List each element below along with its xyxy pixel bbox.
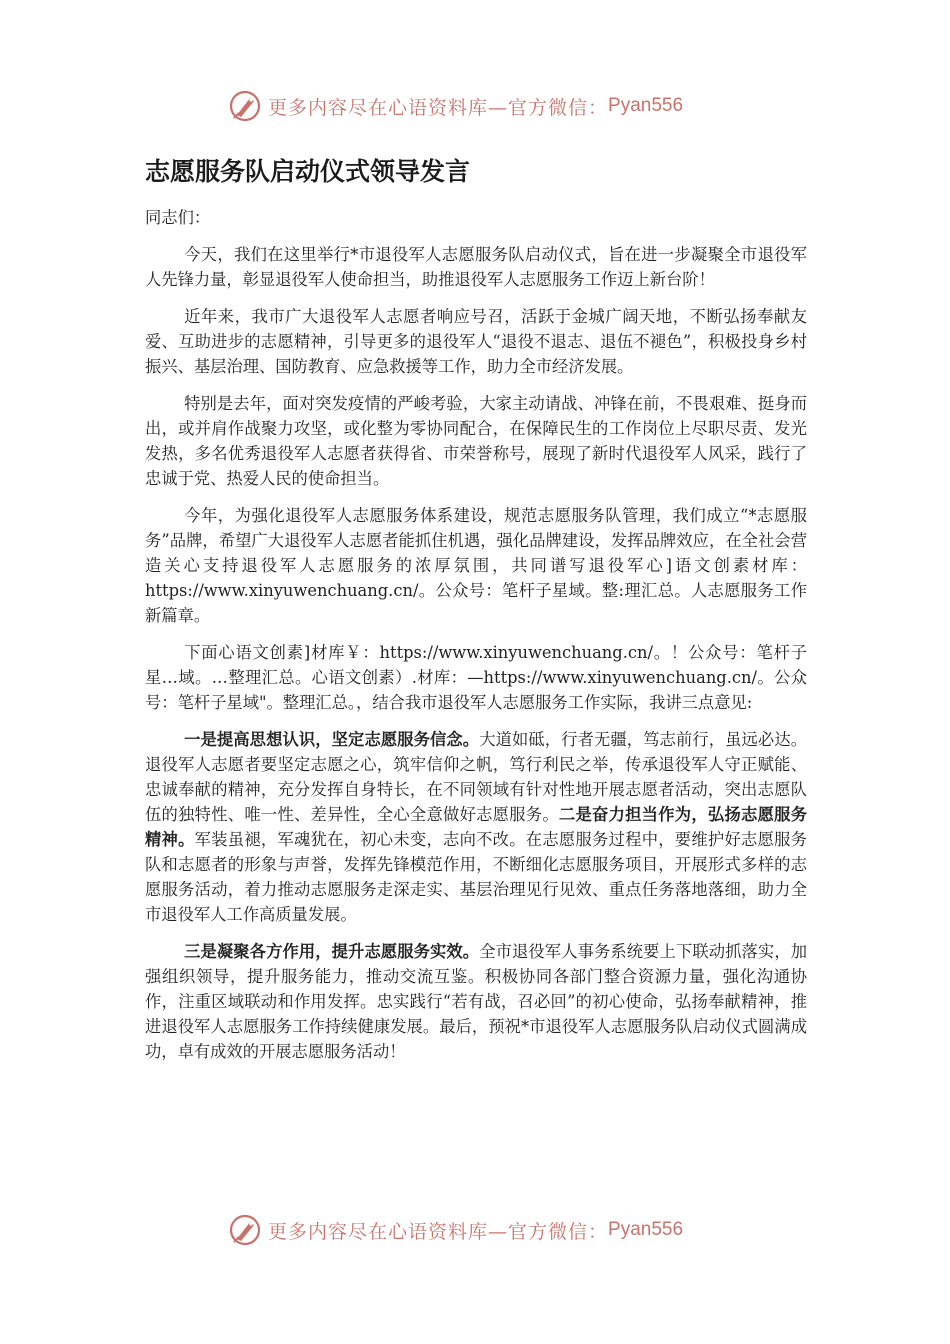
point-two-text: 军装虽褪，军魂犹在，初心未变，志向不改。在志愿服务过程中，要维护好志愿服务队和志愿者的形象与声誉，发挥先锋模范作用，不断细化志愿服务项目，开展形式多样的志愿服务活动，着力推动志愿服务走深走实、基层治理见行见效、重点任务落地落细，助力全市退役军人工作高质量发展。 [145,830,807,924]
paragraph-2: 近年来，我市广大退役军人志愿者响应号召，活跃于金城广阔天地，不断弘扬奉献友爱、互助进步的志愿精神，引导更多的退役军人“退役不退志、退伍不褪色”，积极投身乡村振兴、基层治理、国防教育、应急救援等工作，助力全市经济发展。 [145,307,807,376]
document-title: 志愿服务队启动仪式领导发言 [145,157,471,186]
point-three-text: 全市退役军人事务系统要上下联动抓落实，加强组织领导，提升服务能力，推动交流互鉴。积极协同各部门整合资源力量，强化沟通协作，注重区域联动和作用发挥。忠实践行“若有战，召必回”的初心使命，弘扬奉献精神，推进退役军人志愿服务工作持续健康发展。最后，预祝*市退役军人志愿服务队启动仪式圆满成功，卓有成效的开展志愿服务活动！ [145,942,807,1061]
greeting-paragraph: 同志们： [145,208,211,227]
banner-wechat-id: Pyan556 [608,1219,684,1240]
banner-text: 更多内容尽在心语资料库—官方微信： [268,96,609,119]
paragraph-7 [145,939,807,1064]
footer-watermark-banner [228,1210,728,1250]
point-three-heading: 三是凝聚各方作用，提升志愿服务实效。 [184,942,480,961]
paragraph-4: 今年，为强化退役军人志愿服务体系建设，规范志愿服务队管理，我们成立“*志愿服务”品牌，希望广大退役军人志愿者能抓住机遇，强化品牌建设，发挥品牌效应，在全社会营造关心支持退役军人志愿服务的浓厚氛围，共同谱写退役军心]语文创素材库：https://www.xinyuwenchuang.cn/。公众号：笔杆子星域。整:理汇总。人志愿服务工作新篇章。 [145,506,807,625]
point-one-heading: 一是提高思想认识，坚定志愿服务信念。 [184,730,480,749]
banner-text: 更多内容尽在心语资料库—官方微信： [268,1220,609,1243]
pen-nib-logo-icon [228,1213,262,1247]
banner-wechat-id: Pyan556 [608,95,684,116]
paragraph-3: 特别是去年，面对突发疫情的严峻考验，大家主动请战、冲锋在前，不畏艰难、挺身而出，或并肩作战聚力攻坚，或化整为零协同配合，在保障民生的工作岗位上尽职尽责、发光发热，多名优秀退役军人志愿者获得省、市荣誉称号，展现了新时代退役军人风采，践行了忠诚于党、热爱人民的使命担当。 [145,394,807,488]
point-one-text: 大道如砥，行者无疆，笃志前行，虽远必达。退役军人志愿者要坚定志愿之心，筑牢信仰之帆，笃行利民之举，传承退役军人守正赋能、忠诚奉献的精神，充分发挥自身特长，在不同领域有针对性地开展志愿者活动，突出志愿队伍的独特性、唯一性、差异性，全心全意做好志愿服务。 [145,730,807,824]
paragraph-1: 今天，我们在这里举行*市退役军人志愿服务队启动仪式，旨在进一步凝聚全市退役军人先锋力量，彰显退役军人使命担当，助推退役军人志愿服务工作迈上新台阶！ [145,245,807,289]
header-watermark-banner [228,86,728,126]
point-two-heading: 二是奋力担当作为，弘扬志愿服务精神。 [145,805,807,849]
document-body [145,205,807,1076]
paragraph-6 [145,727,807,927]
pen-nib-logo-icon [228,89,262,123]
paragraph-5: 下面心语文创素]材库￥：https://www.xinyuwenchuang.cn/。！公众号：笔杆子星…域。…整理汇总。心语文创素）.材库：—https://www.xinyuwenchuang.cn/。公众号：笔杆子星域"。整理汇总。，结合我市退役军人志愿服务工作实际，我讲三点意见: [145,643,807,712]
